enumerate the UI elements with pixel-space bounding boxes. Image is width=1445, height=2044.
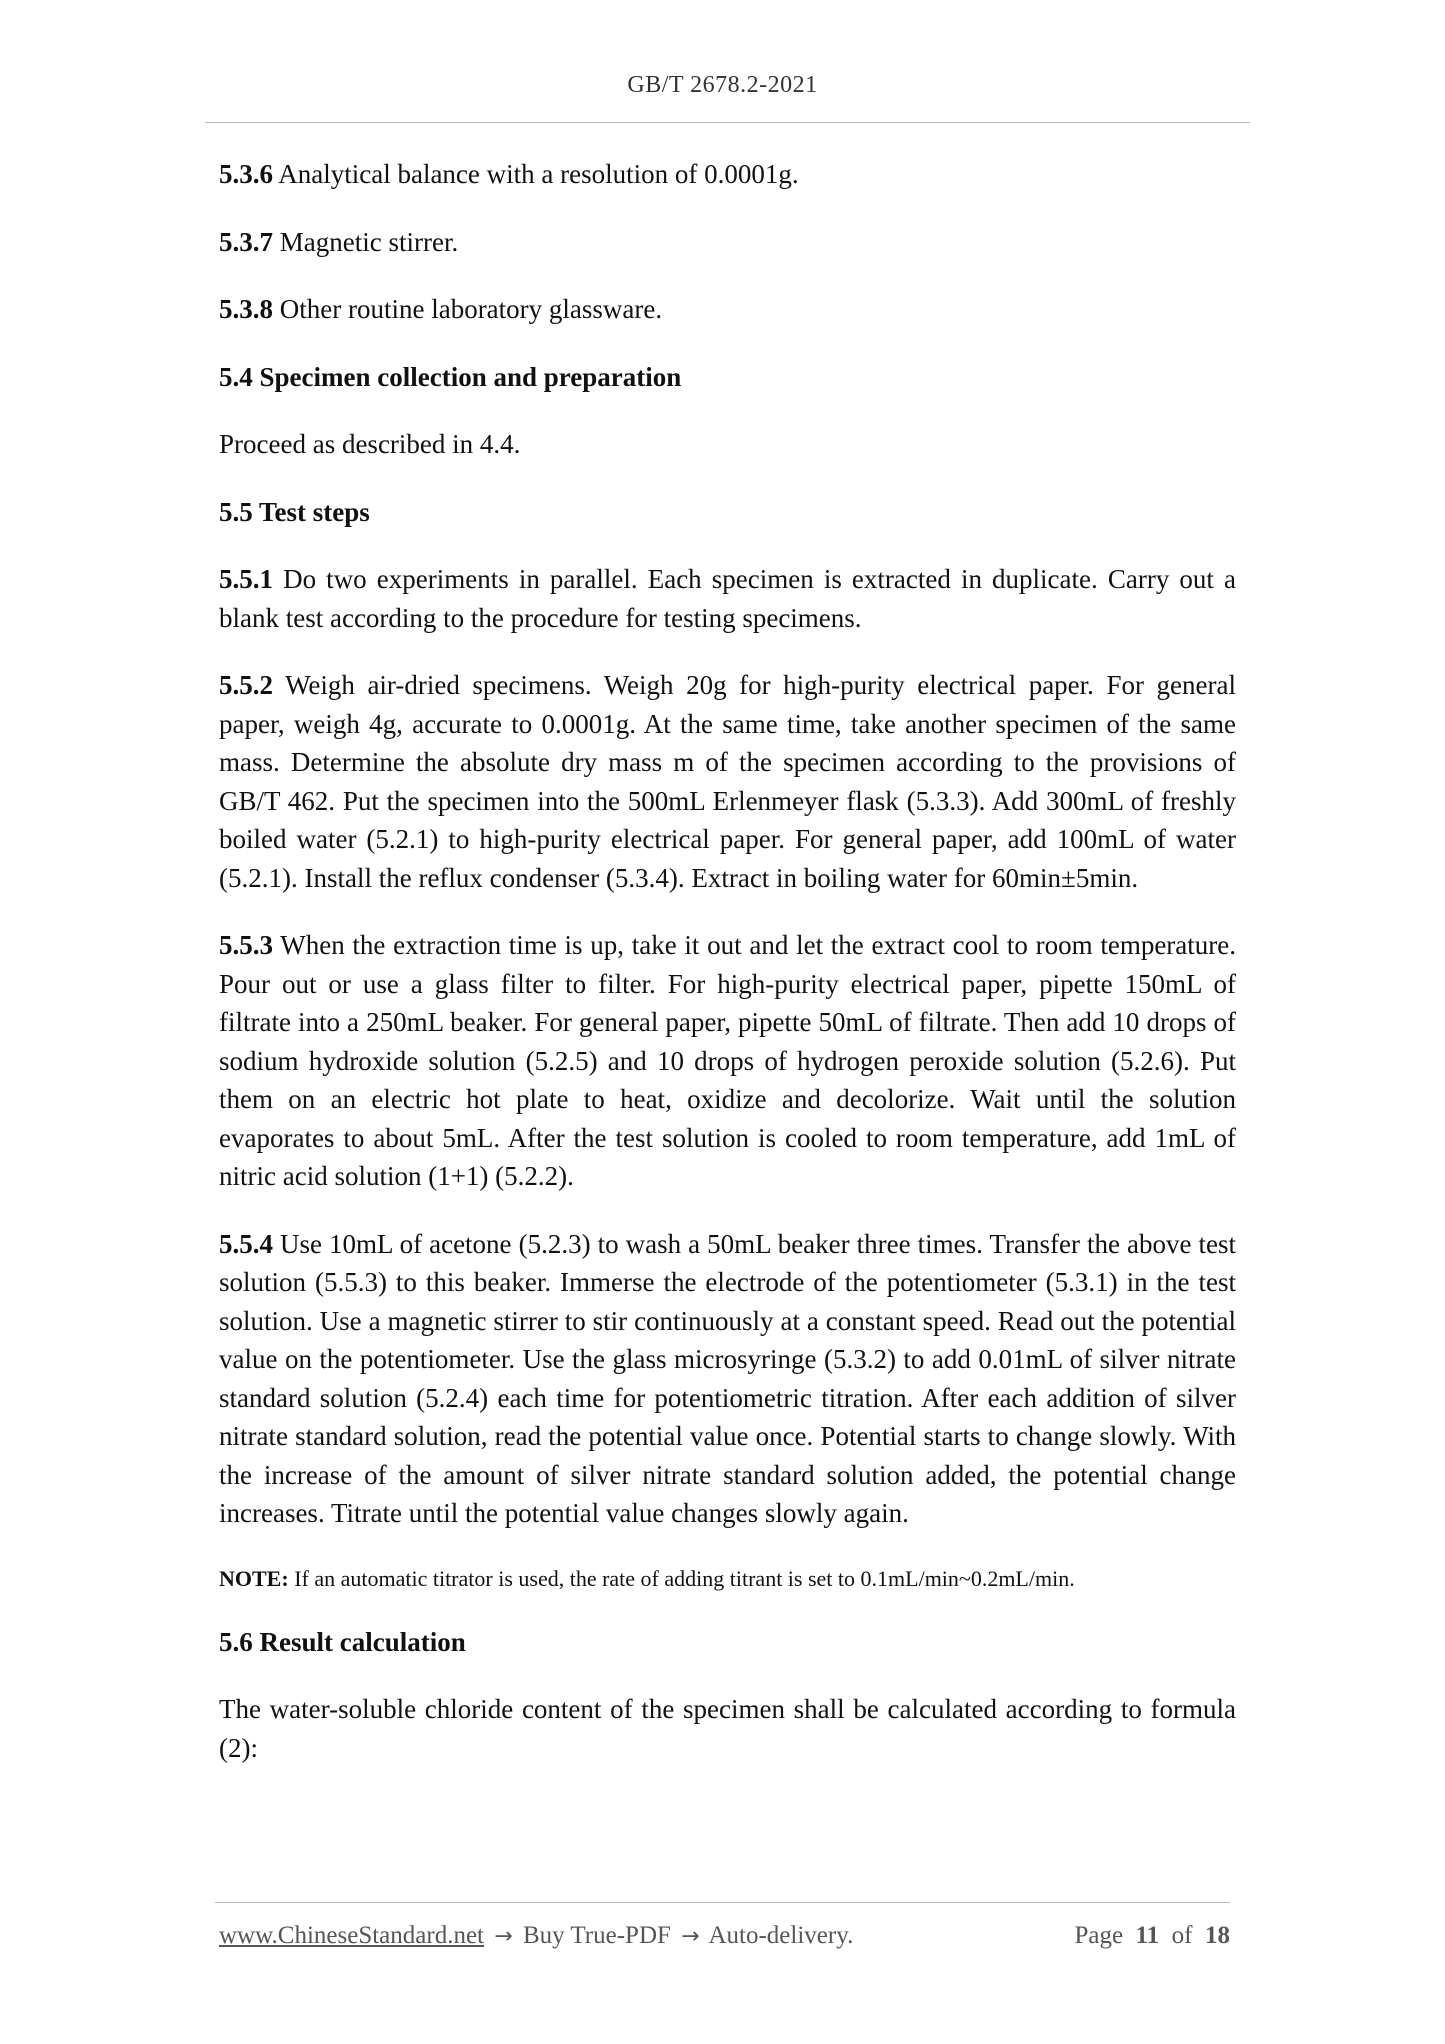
website-link[interactable]: www.ChineseStandard.net bbox=[219, 1922, 484, 1949]
clause-number: 5.3.7 bbox=[219, 226, 273, 257]
clause-number: 5.5.4 bbox=[219, 1228, 273, 1259]
note bbox=[219, 1562, 1236, 1596]
page-current: 11 bbox=[1135, 1922, 1160, 1949]
clause-number: 5.5.2 bbox=[219, 670, 273, 700]
section-heading-5-4: 5.4 Specimen collection and preparation bbox=[219, 361, 682, 392]
page-number bbox=[1074, 1922, 1230, 1950]
buy-true-pdf-text: Buy True-PDF bbox=[522, 1922, 671, 1949]
section-heading-5-5: 5.5 Test steps bbox=[219, 496, 370, 527]
page-label: Page bbox=[1074, 1922, 1124, 1949]
clause-number: 5.3.8 bbox=[219, 294, 273, 324]
clause-5-5-3 bbox=[219, 926, 1236, 1196]
clause-5-3-8 bbox=[219, 290, 1236, 329]
clause-number: 5.3.6 bbox=[219, 159, 273, 189]
clause-5-3-7 bbox=[219, 223, 1236, 262]
footer-left bbox=[219, 1922, 853, 1950]
clause-number: 5.5.3 bbox=[219, 930, 273, 960]
header-divider bbox=[205, 122, 1250, 123]
section-heading-5-6: 5.6 Result calculation bbox=[219, 1626, 466, 1657]
clause-number: 5.5.1 bbox=[219, 564, 273, 594]
page-of-label: of bbox=[1171, 1922, 1193, 1949]
clause-text: When the extraction time is up, take it out and let the extract cool to room temperature. Pour out or use a glass filter to filter. For high-purity electrical paper, pipette 150mL of filtrate into a 250mL beaker. For general paper, pipette 50mL of filtrate. Then add 10 drops of sodium hydroxide solution (5.2.5) and 10 drops of hydrogen peroxide solution (5.2.6). Put them on an electric hot plate to heat, oxidize and decolorize. Wait until the solution evaporates to about 5mL. After the test solution is cooled to room temperature, add 1mL of nitric acid solution (1+1) (5.2.2). bbox=[219, 930, 1236, 1191]
clause-5-5-2 bbox=[219, 666, 1236, 897]
clause-text: Analytical balance with a resolution of 0.0001g. bbox=[273, 159, 799, 189]
page-total: 18 bbox=[1205, 1922, 1230, 1949]
footer-divider bbox=[215, 1902, 1230, 1903]
arrow-right-icon: → bbox=[681, 1924, 700, 1949]
clause-text: Do two experiments in parallel. Each specimen is extracted in duplicate. Carry out a blank test according to the procedure for testing specimens. bbox=[219, 564, 1236, 633]
clause-5-3-6 bbox=[219, 155, 1236, 194]
clause-5-5-1 bbox=[219, 560, 1236, 637]
note-text: If an automatic titrator is used, the rate of adding titrant is set to 0.1mL/min~0.2mL/min. bbox=[288, 1565, 1075, 1591]
paragraph-5-6: The water-soluble chloride content of the specimen shall be calculated according to formula (2): bbox=[219, 1694, 1236, 1763]
clause-text: Other routine laboratory glassware. bbox=[273, 294, 663, 324]
document-id-header: GB/T 2678.2-2021 bbox=[627, 72, 818, 98]
arrow-right-icon: → bbox=[494, 1924, 513, 1949]
auto-delivery-text: Auto-delivery. bbox=[708, 1922, 854, 1949]
clause-text: Weigh air-dried specimens. Weigh 20g for high-purity electrical paper. For general paper, weigh 4g, accurate to 0.0001g. At the same time, take another specimen of the same mass. Determine the absolute dry mass m of the specimen according to the provisions of GB/T 462. Put the specimen into the 500mL Erlenmeyer flask (5.3.3). Add 300mL of freshly boiled water (5.2.1) to high-purity electrical paper. For general paper, add 100mL of water (5.2.1). Install the reflux condenser (5.3.4). Extract in boiling water for 60min±5min. bbox=[219, 670, 1236, 893]
clause-text: Use 10mL of acetone (5.2.3) to wash a 50mL beaker three times. Transfer the above test solution (5.5.3) to this beaker. Immerse the electrode of the potentiometer (5.3.1) in the test solution. Use a magnetic stirrer to stir continuously at a constant speed. Read out the potential value on the potentiometer. Use the glass microsyringe (5.3.2) to add 0.01mL of silver nitrate standard solution (5.2.4) each time for potentiometric titration. After each addition of silver nitrate standard solution, read the potential value once. Potential starts to change slowly. With the increase of the amount of silver nitrate standard solution added, the potential change increases. Titrate until the potential value changes slowly again. bbox=[219, 1228, 1236, 1528]
page-body bbox=[219, 155, 1236, 1796]
clause-text: Magnetic stirrer. bbox=[273, 226, 459, 257]
page-footer bbox=[219, 1922, 1230, 1950]
paragraph-5-4: Proceed as described in 4.4. bbox=[219, 429, 521, 459]
note-label: NOTE: bbox=[219, 1565, 289, 1591]
clause-5-5-4 bbox=[219, 1225, 1236, 1533]
